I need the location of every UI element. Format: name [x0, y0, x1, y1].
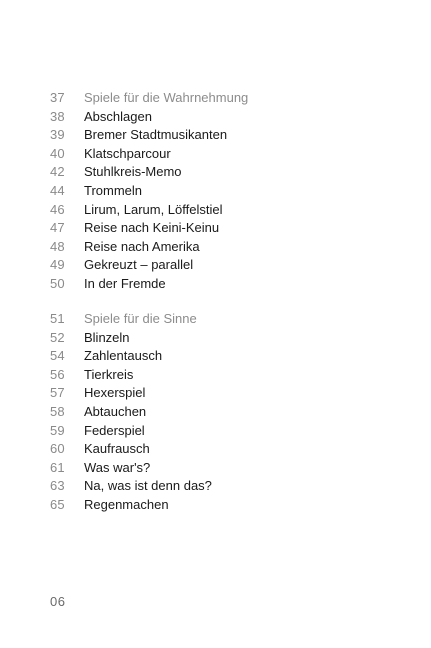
- toc-entry: [50, 145, 390, 164]
- page-number: 49: [50, 257, 65, 273]
- toc-entry: [50, 384, 390, 403]
- toc-entry: [50, 496, 390, 515]
- entry-title: Abtauchen: [84, 403, 147, 419]
- toc-entry: [50, 182, 390, 201]
- page-number: 42: [50, 164, 65, 180]
- toc-entry: [50, 459, 390, 478]
- entry-title: Federspiel: [84, 422, 145, 438]
- entry-title: Na, was ist denn das?: [84, 478, 212, 494]
- toc-entry: [50, 329, 390, 348]
- toc-section-sinne: [50, 310, 390, 515]
- entry-title: In der Fremde: [84, 275, 166, 291]
- toc-entry: [50, 238, 390, 257]
- toc-entry: [50, 108, 390, 127]
- page-number: 60: [50, 441, 65, 457]
- toc-entry: [50, 163, 390, 182]
- page-folio: 06: [50, 594, 66, 609]
- toc-entry: [50, 422, 390, 441]
- page-number: 46: [50, 201, 65, 217]
- page-number: 65: [50, 496, 65, 512]
- page-number: 39: [50, 127, 65, 143]
- toc-entry: [50, 256, 390, 275]
- entry-title: Kaufrausch: [84, 441, 150, 457]
- section-heading: [50, 310, 390, 329]
- entry-title: Regenmachen: [84, 496, 169, 512]
- toc-entry: [50, 275, 390, 294]
- entry-title: Was war's?: [84, 459, 151, 475]
- entry-title: Reise nach Keini-Keinu: [84, 220, 220, 236]
- entry-title: Lirum, Larum, Löffelstiel: [84, 201, 223, 217]
- toc-entry: [50, 440, 390, 459]
- page-number: 61: [50, 459, 65, 475]
- page-number: 51: [50, 311, 65, 326]
- toc-entry: [50, 219, 390, 238]
- toc-entry: [50, 126, 390, 145]
- toc-entry: [50, 477, 390, 496]
- section-title: Spiele für die Sinne: [84, 311, 197, 326]
- page-number: 63: [50, 478, 65, 494]
- page-number: 58: [50, 403, 65, 419]
- entry-title: Zahlentausch: [84, 348, 163, 364]
- toc-section-wahrnehmung: [50, 89, 390, 294]
- page-number: 37: [50, 90, 65, 105]
- page-number: 50: [50, 275, 65, 291]
- entry-title: Klatschparcour: [84, 145, 171, 161]
- page-number: 48: [50, 238, 65, 254]
- toc-entry: [50, 366, 390, 385]
- entry-title: Tierkreis: [84, 366, 134, 382]
- page-number: 52: [50, 329, 65, 345]
- entry-title: Bremer Stadtmusikanten: [84, 127, 228, 143]
- section-heading: [50, 89, 390, 108]
- toc-entry: [50, 347, 390, 366]
- page-number: 57: [50, 385, 65, 401]
- entry-title: Hexerspiel: [84, 385, 146, 401]
- page-number: 59: [50, 422, 65, 438]
- page-number: 44: [50, 182, 65, 198]
- page-number: 38: [50, 108, 65, 124]
- page-number: 40: [50, 145, 65, 161]
- section-title: Spiele für die Wahrnehmung: [84, 90, 249, 105]
- entry-title: Stuhlkreis-Memo: [84, 164, 182, 180]
- toc-entry: [50, 201, 390, 220]
- entry-title: Gekreuzt – parallel: [84, 257, 194, 273]
- entry-title: Abschlagen: [84, 108, 152, 124]
- entry-title: Reise nach Amerika: [84, 238, 200, 254]
- page-number: 47: [50, 220, 65, 236]
- entry-title: Blinzeln: [84, 329, 130, 345]
- page-number: 54: [50, 348, 65, 364]
- toc-entry: [50, 403, 390, 422]
- entry-title: Trommeln: [84, 182, 143, 198]
- page-number: 56: [50, 366, 65, 382]
